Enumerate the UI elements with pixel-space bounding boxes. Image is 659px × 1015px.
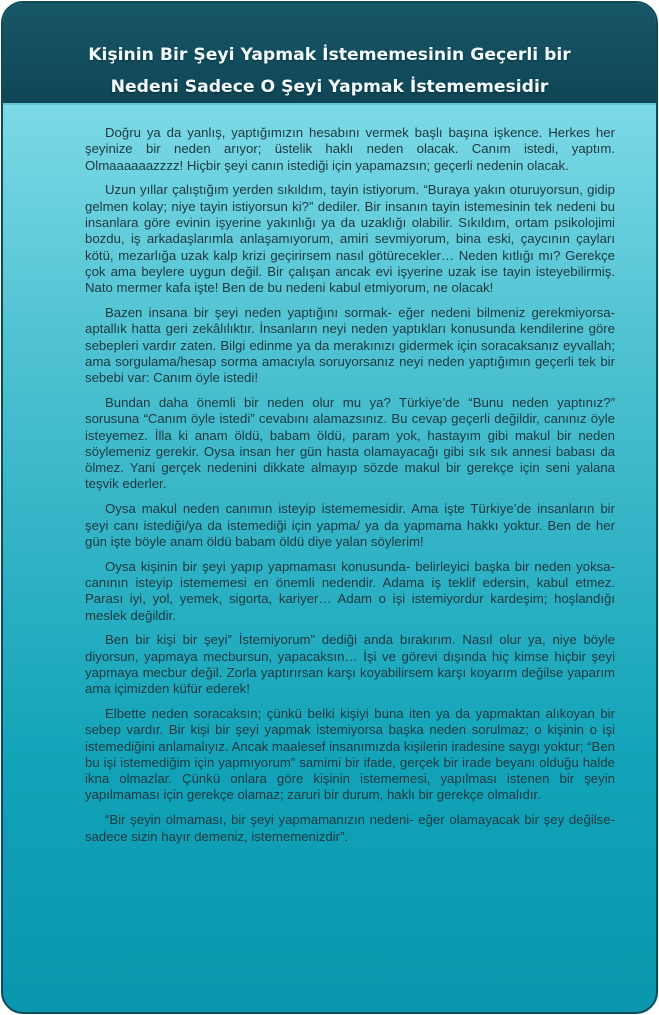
- article-body: [85, 125, 615, 853]
- paragraph: Doğru ya da yanlış, yaptığımızın hesabını vermek başlı başına işkence. Herkes her şeyinize bir neden arıyor; üstelik haklı neden olacak. Canım istedi, yaptım. Olmaaaaaazzzz! Hiçbir şeyi canın istediği için yapamazsın; geçerli nedenin olacak.: [85, 125, 615, 173]
- paragraph: Oysa makul neden canımın isteyip istememesidir. Ama işte Türkiye’de insanların bir şeyi canı istediği/ya da istemediği için yapma/ ya da yapmama hakkı yoktur. Ben de her gün işte böyle anam öldü babam öldü diye yalan söylerim!: [85, 501, 615, 549]
- paragraph: Uzun yıllar çalıştığım yerden sıkıldım, tayin istiyorum. “Buraya yakın oturuyorsun, gidip gelmen kolay; niye tayin istiyorsun ki?” dediler. Bir insanın tayin istemesinin tek nedeni bu insanlara göre evinin işyerine yakınlığı ya da uzaklığı olabilir. Sıkıldım, ortam psikolojimi bozdu, iş arkadaşlarımla anlaşamıyorum, amiri sevmiyorum, bina eski, çaycının çayları kötü, mezarlığa uzak kalp krizi geçirirsem nasıl götürecekler… Neden kıtlığı mı? Gerekçe çok ama beylere uygun değil. Bir çalışan ancak evi işyerine uzak ise tayin isteyebilirmiş. Nato mermer kafa işte! Ben de bu nedeni kabul etmiyorum, ne olacak!: [85, 182, 615, 296]
- paragraph: Elbette neden soracaksın; çünkü belki kişiyi buna iten ya da yapmaktan alıkoyan bir sebep vardır. Bir kişi bir şeyi yapmak istemiyorsa başka neden sorulmaz; o kişinin o işi istemediğini anlamalıyız. Ancak maalesef insanımızda kişilerin iradesine saygı yoktur; “Ben bu işi istemediğim için yapmıyorum” samimi bir ifade, gerçek bir irade beyanı olduğu halde ikna olmazlar. Çünkü onlara göre kişinin istememesi, yapılması istenen bir şeyin yapılmaması için gerekçe olamaz; zaruri bir durum, haklı bir gerekçe olmalıdır.: [85, 706, 615, 803]
- title-line-2: Nedeni Sadece O Şeyi Yapmak İstememesidir: [110, 77, 549, 97]
- page-title: [3, 3, 656, 103]
- article-card: [1, 1, 658, 1014]
- paragraph: Bundan daha önemli bir neden olur mu ya? Türkiye’de “Bunu neden yaptınız?” sorusuna “Canım öyle istedi” cevabını alamazsınız. Bu cevap geçerli değildir, canınız öyle isteyemez. İlla ki anam öldü, babam öldü, param yok, hastayım gibi makul bir neden söylemeniz gerekir. Oysa insan her gün hasta olamayacağı gibi sık sık annesi babası da ölmez. Yani gerçek nedenini dikkate almayıp sözde makul bir gerekçe için seni yalana teşvik ederler.: [85, 394, 615, 492]
- paragraph: “Bir şeyin olmaması, bir şeyi yapmamanızın nedeni- eğer olamayacak bir şey değilse- sadece sizin hayır demeniz, istememenizdir”.: [85, 812, 615, 844]
- paragraph: Oysa kişinin bir şeyi yapıp yapmaması konusunda- belirleyici başka bir neden yoksa-canının isteyip istememesi en önemli nedendir. Adama iş teklif edersin, kabul etmez. Parası iyi, yol, yemek, sigorta, kariyer… Adam o işi istemiyordur kardeşim; hoşlandığı meslek değildir.: [85, 558, 615, 623]
- paragraph: Bazen insana bir şeyi neden yaptığını sormak- eğer nedeni bilmeniz gerekmiyorsa- aptallık hatta geri zekâlılıktır. İnsanların neyi neden yaptıkları konusunda kendilerine göre sebepleri vardır zaten. Bilgi edinme ya da merakınızı gidermek için soracaksanız eyvallah; ama sorgulama/hesap sorma amacıyla soruyorsanız neyi neden yaptığımın geçerli tek bir sebebi var: Canım öyle istedi!: [85, 304, 615, 386]
- title-banner: [3, 3, 656, 105]
- title-line-1: Kişinin Bir Şeyi Yapmak İstememesinin Geçerli bir: [88, 45, 571, 65]
- paragraph: Ben bir kişi bir şeyi” İstemiyorum” dediği anda bırakırım. Nasıl olur ya, niye böyle diyorsun, yapmaya mecbursun, yapacaksın… İşi ve görevi dışında hiç kimse hiçbir şeyi yapmaya mecbur değil. Zorla yaptırırsan karşı koyabilirsem karşı koyarım değilse yaparım ama içimizden küfür ederek!: [85, 632, 615, 697]
